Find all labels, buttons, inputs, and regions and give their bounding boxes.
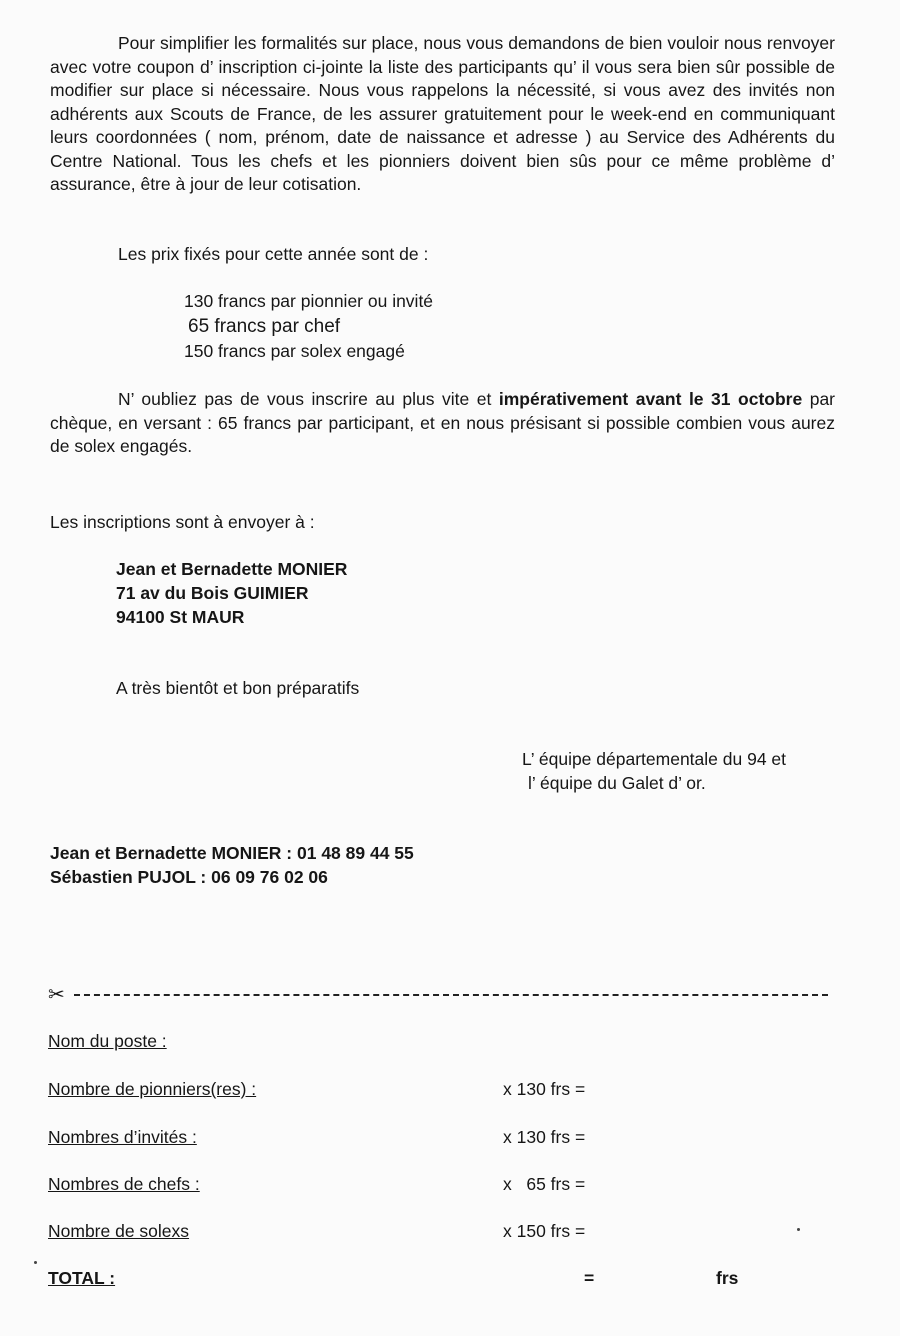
reminder-deadline: impérativement avant le 31 octobre [498, 389, 803, 409]
total-label: TOTAL : [48, 1268, 116, 1288]
contact-pujol: Sébastien PUJOL : 06 09 76 02 06 [50, 867, 328, 887]
reminder-paragraph [50, 388, 835, 459]
field-calc-chefs: x 65 frs = [503, 1174, 586, 1194]
field-label-solexs: Nombre de solexs [48, 1221, 190, 1241]
total-unit: frs [716, 1268, 739, 1288]
address-name: Jean et Bernadette MONIER [116, 559, 348, 579]
field-calc-solexs: x 150 frs = [503, 1221, 586, 1241]
price-item-chef: 65 francs par chef [188, 316, 341, 337]
total-equals: = [584, 1268, 595, 1288]
closing-text: A très bientôt et bon préparatifs [116, 678, 360, 698]
dashed-divider [74, 994, 828, 996]
cut-line [48, 985, 828, 1005]
reminder-text-2: par chèque, en versant : 65 francs par participant, et en nous présisant si possible combien vous aurez de solex engagés. [50, 389, 836, 456]
field-label-chefs: Nombres de chefs : [48, 1174, 200, 1194]
signature-line-2: l’ équipe du Galet d’ or. [528, 773, 706, 793]
intro-paragraph [50, 32, 835, 197]
scissors-icon: ✂ [48, 984, 65, 1006]
scan-speck [797, 1228, 800, 1231]
signature-line-1: L’ équipe départementale du 94 et [522, 749, 787, 769]
field-calc-invites: x 130 frs = [503, 1127, 586, 1147]
contact-monier: Jean et Bernadette MONIER : 01 48 89 44 55 [50, 843, 414, 863]
address-city: 94100 St MAUR [116, 607, 245, 627]
field-calc-pionniers: x 130 frs = [503, 1079, 586, 1099]
price-item-solex: 150 francs par solex engagé [184, 341, 405, 361]
intro-text: Pour simplifier les formalités sur place, nous vous demandons de bien vouloir nous renvoyer avec votre coupon d’ inscription ci-jointe la liste des participants qu’ il vous sera bien sûr possible de modifier sur place si nécessaire. Nous vous rappelons la nécessité, si vous avez des invités non adhérents aux Scouts de France, de les assurer gratuitement pour le week-end en communiquant leurs coordonnées ( nom, prénom, date de naissance et adresse ) au Service des Adhérents du Centre National. Tous les chefs et les pionniers doivent bien sûs pour ce même problème d’ assurance, être à jour de leur cotisation. [50, 33, 835, 194]
field-label-pionniers: Nombre de pionniers(res) : [48, 1079, 257, 1099]
field-label-invites: Nombres d’invités : [48, 1127, 197, 1147]
price-item-pioneer: 130 francs par pionnier ou invité [184, 291, 434, 311]
scan-speck [34, 1261, 37, 1264]
address-intro: Les inscriptions sont à envoyer à : [50, 512, 315, 532]
field-label-poste: Nom du poste : [48, 1031, 167, 1051]
prices-intro: Les prix fixés pour cette année sont de : [118, 244, 429, 264]
address-street: 71 av du Bois GUIMIER [116, 583, 309, 603]
reminder-text-1: N’ oubliez pas de vous inscrire au plus vite et [118, 389, 499, 409]
